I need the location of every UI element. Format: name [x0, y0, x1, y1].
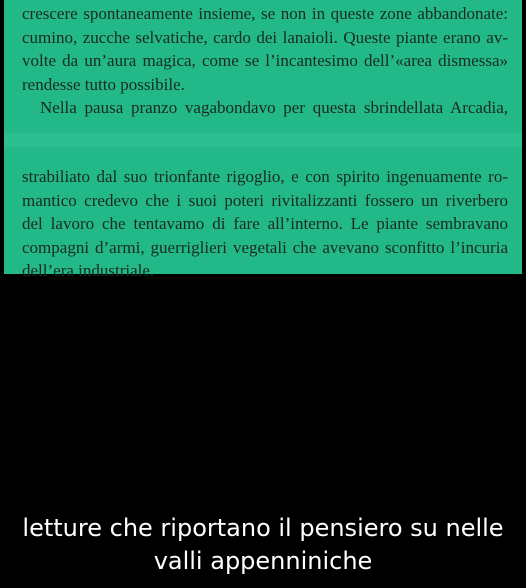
text-line: compagni d’armi, guerriglieri vegetali che avevano sconfitto l’incuria — [22, 237, 508, 257]
text-line: Nella pausa pranzo vagabondavo per questa sbrindellata Arcadia, — [40, 98, 508, 117]
subtitle-caption — [0, 512, 526, 578]
text-line: volte da un’aura magica, come se l’incantesimo dell’«area dismessa» — [22, 51, 508, 70]
text-line: crescere spontaneamente insieme, se non in queste zone abbandonate: — [22, 4, 508, 23]
caption-line-1: letture che riportano il pensiero su nelle — [22, 514, 504, 542]
text-line: del lavoro che tentavamo di fare all’interno. Le piante sembravano — [22, 214, 508, 233]
text-line: mantico credevo che i suoi poteri rivitalizzanti fossero un riverbero — [22, 190, 508, 210]
text-line: cumino, zucche selvatiche, cardo dei lanaioli. Queste piante erano av- — [22, 27, 508, 47]
caption-line-2: valli appenniniche — [153, 547, 373, 575]
book-text-top — [22, 2, 508, 120]
book-text-bottom — [22, 165, 508, 283]
text-line: rendesse tutto possibile. — [22, 74, 185, 94]
page-gap — [4, 133, 522, 147]
text-line: strabiliato dal suo trionfante rigoglio, e con spirito ingenuamente ro- — [22, 167, 508, 186]
text-line: dell’era industriale. — [22, 261, 155, 280]
